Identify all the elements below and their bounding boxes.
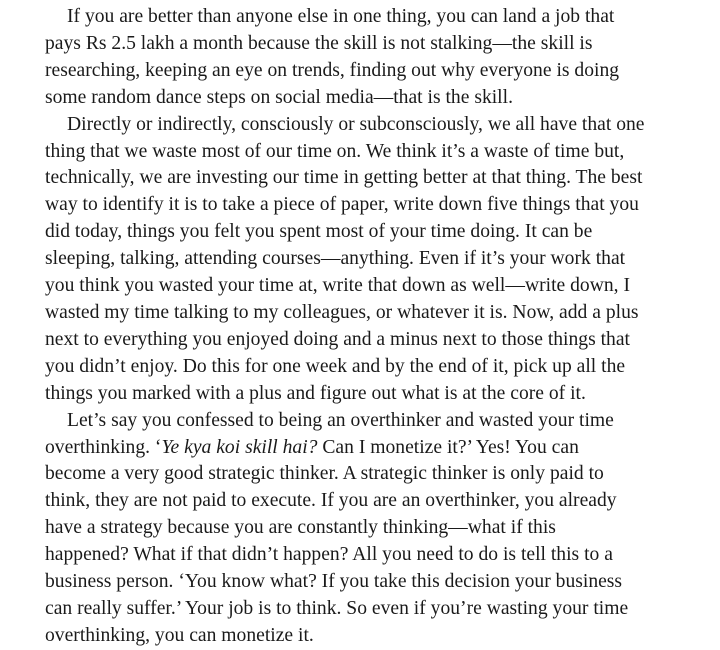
paragraph-3 <box>45 408 695 650</box>
text-line: overthinking, you can monetize it. <box>45 624 314 646</box>
text-segment: Can I monetize it?’ Yes! You can <box>317 436 579 458</box>
text-line-mixed <box>45 435 695 462</box>
text-line: you didn’t enjoy. Do this for one week and by the end of it, pick up all the <box>45 355 626 377</box>
text-line: business person. ‘You know what? If you take this decision your business <box>45 571 623 593</box>
text-line: think, they are not paid to execute. If you are an overthinker, you already <box>45 490 617 512</box>
text-line: researching, keeping an eye on trends, finding out why everyone is doing <box>45 59 620 81</box>
text-line: have a strategy because you are constantly thinking—what if this <box>45 517 556 539</box>
text-line: wasted my time talking to my colleagues, or whatever it is. Now, add a plus <box>45 301 639 323</box>
text-line: things you marked with a plus and figure out what is at the core of it. <box>45 382 586 404</box>
text-line: If you are better than anyone else in one thing, you can land a job that <box>67 6 615 27</box>
paragraph-2 <box>45 112 695 408</box>
text-line: pays Rs 2.5 lakh a month because the skill is not stalking—the skill is <box>45 32 593 54</box>
text-segment: overthinking. ‘ <box>45 436 162 458</box>
book-page <box>45 4 695 650</box>
text-line: sleeping, talking, attending courses—anything. Even if it’s your work that <box>45 248 626 270</box>
text-line: some random dance steps on social media—that is the skill. <box>45 86 513 108</box>
text-line: way to identify it is to take a piece of paper, write down five things that you <box>45 194 639 216</box>
text-line: thing that we waste most of our time on. We think it’s a waste of time but, <box>45 140 625 162</box>
text-line: next to everything you enjoyed doing and a minus next to those things that <box>45 328 630 350</box>
text-line: become a very good strategic thinker. A strategic thinker is only paid to <box>45 463 604 485</box>
text-line: technically, we are investing our time in getting better at that thing. The best <box>45 167 643 189</box>
text-line: you think you wasted your time at, write that down as well—write down, I <box>45 275 630 297</box>
paragraph-1 <box>45 4 695 112</box>
italic-hindi-phrase: Ye kya koi skill hai? <box>161 436 318 458</box>
text-line: can really suffer.’ Your job is to think. So even if you’re wasting your time <box>45 597 629 619</box>
text-line: happened? What if that didn’t happen? All you need to do is tell this to a <box>45 544 613 566</box>
text-line: Directly or indirectly, consciously or subconsciously, we all have that one <box>67 113 645 135</box>
text-line: Let’s say you confessed to being an overthinker and wasted your time <box>67 409 614 431</box>
text-line: did today, things you felt you spent most of your time doing. It can be <box>45 221 593 243</box>
